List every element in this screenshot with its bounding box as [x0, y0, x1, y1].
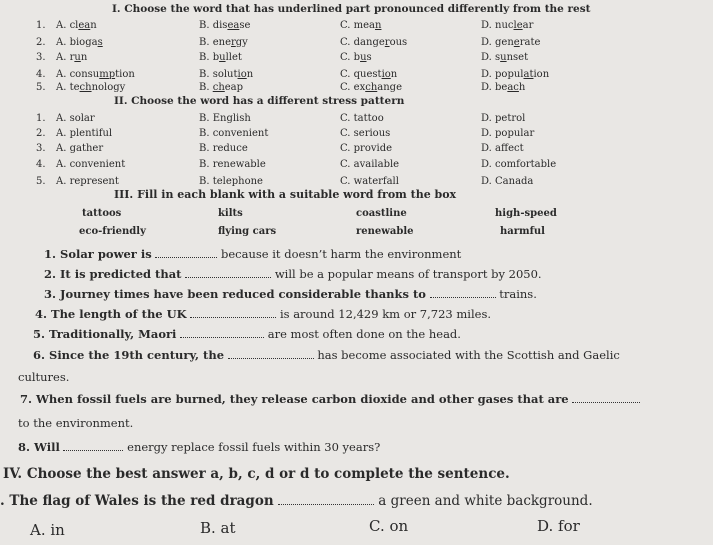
fill-q4: 4. The length of the UK is around 12,429 km or 7,723 miles. — [35, 307, 492, 321]
s1-q1-option-c[interactable]: C. mean — [340, 20, 382, 31]
fill-q3: 3. Journey times have been reduced considerable thanks to trains. — [44, 287, 537, 301]
s2-q4-number: 4. — [36, 159, 46, 170]
s2-q3-option-a[interactable]: A. gather — [56, 143, 104, 154]
box-word-3: coastline — [356, 208, 407, 219]
s2-q3-number: 3. — [36, 143, 46, 154]
section-2-title: II. Choose the word has a different stress pattern — [114, 95, 405, 107]
fill-q6: 6. Since the 19th century, the has become associated with the Scottish and Gaelic — [33, 348, 620, 362]
s1-q1-number: 1. — [36, 20, 46, 31]
s1-q2-option-b[interactable]: B. energy — [199, 37, 248, 48]
s2-q4-option-c[interactable]: C. available — [340, 159, 400, 170]
s1-q2-option-a[interactable]: A. biogas — [56, 37, 103, 48]
mcq-option-b[interactable]: B. at — [200, 519, 236, 537]
mcq-option-c[interactable]: C. on — [369, 517, 409, 535]
s2-q3-option-b[interactable]: B. reduce — [199, 143, 248, 154]
blank-1[interactable] — [155, 247, 217, 258]
box-word-7: renewable — [356, 226, 414, 237]
s2-q1-option-a[interactable]: A. solar — [56, 113, 95, 124]
blank-6[interactable] — [228, 348, 314, 359]
fill-q7: 7. When fossil fuels are burned, they release carbon dioxide and other gases that are — [20, 392, 640, 406]
box-word-4: high-speed — [495, 208, 557, 219]
s2-q2-option-b[interactable]: B. convenient — [199, 128, 269, 139]
s1-q2-number: 2. — [36, 37, 46, 48]
fill-q5: 5. Traditionally, Maori are most often done on the head. — [33, 327, 461, 341]
s1-q3-number: 3. — [36, 52, 46, 63]
box-word-8: harmful — [500, 226, 545, 237]
s1-q2-option-c[interactable]: C. dangerous — [340, 37, 408, 48]
s1-q1-option-d[interactable]: D. nuclear — [481, 20, 534, 31]
s2-q2-option-d[interactable]: D. popular — [481, 128, 535, 139]
s2-q3-option-c[interactable]: C. provide — [340, 143, 393, 154]
s1-q4-option-d[interactable]: D. population — [481, 69, 550, 80]
s2-q3-option-d[interactable]: D. affect — [481, 143, 524, 154]
s2-q4-option-b[interactable]: B. renewable — [199, 159, 266, 170]
s1-q3-option-b[interactable]: B. bullet — [199, 52, 242, 63]
s1-q5-number: 5. — [36, 82, 46, 93]
blank-2[interactable] — [185, 267, 271, 278]
mcq-option-d[interactable]: D. for — [537, 517, 580, 535]
s1-q3-option-a[interactable]: A. run — [56, 52, 88, 63]
blank-8[interactable] — [63, 440, 123, 451]
section-1-title: I. Choose the word that has underlined part pronounced differently from the rest — [112, 3, 591, 15]
s1-q5-option-d[interactable]: D. beach — [481, 82, 526, 93]
box-word-5: eco-friendly — [79, 226, 146, 237]
s2-q2-option-c[interactable]: C. serious — [340, 128, 391, 139]
s2-q1-option-d[interactable]: D. petrol — [481, 113, 526, 124]
section-3-title: III. Fill in each blank with a suitable word from the box — [114, 188, 457, 201]
blank-3[interactable] — [430, 287, 496, 298]
box-word-6: flying cars — [218, 226, 277, 237]
section-4-title: IV. Choose the best answer a, b, c, d or d to complete the sentence. — [3, 466, 510, 482]
s1-q5-option-b[interactable]: B. cheap — [199, 82, 244, 93]
s2-q5-option-d[interactable]: D. Canada — [481, 176, 534, 187]
s2-q5-option-c[interactable]: C. waterfall — [340, 176, 399, 187]
fill-q1: 1. Solar power is because it doesn’t harm the environment — [44, 247, 462, 261]
s1-q4-option-b[interactable]: B. solution — [199, 69, 254, 80]
s1-q5-option-c[interactable]: C. exchange — [340, 82, 402, 93]
s2-q1-option-c[interactable]: C. tattoo — [340, 113, 384, 124]
blank-5[interactable] — [180, 327, 264, 338]
s1-q4-number: 4. — [36, 69, 46, 80]
s1-q2-option-d[interactable]: D. generate — [481, 37, 541, 48]
box-word-2: kilts — [218, 208, 243, 219]
box-word-1: tattoos — [82, 208, 122, 219]
fill-q2: 2. It is predicted that will be a popular means of transport by 2050. — [44, 267, 542, 281]
blank-7[interactable] — [572, 392, 640, 403]
s1-q3-option-d[interactable]: D. sunset — [481, 52, 529, 63]
s2-q4-option-d[interactable]: D. comfortable — [481, 159, 557, 170]
fill-q7-cont: to the environment. — [18, 416, 134, 430]
blank-4[interactable] — [190, 307, 276, 318]
s1-q5-option-a[interactable]: A. technology — [56, 82, 126, 93]
s1-q4-option-c[interactable]: C. question — [340, 69, 398, 80]
fill-q6-cont: cultures. — [18, 370, 70, 384]
s2-q2-option-a[interactable]: A. plentiful — [56, 128, 113, 139]
s1-q3-option-c[interactable]: C. bus — [340, 52, 372, 63]
mcq-option-a[interactable]: A. in — [30, 521, 65, 539]
s2-q2-number: 2. — [36, 128, 46, 139]
mcq-blank-1[interactable] — [278, 492, 374, 505]
fill-q8: 8. Will energy replace fossil fuels within 30 years? — [18, 440, 381, 454]
s1-q1-option-b[interactable]: B. disease — [199, 20, 251, 31]
s1-q4-option-a[interactable]: A. consumption — [56, 69, 135, 80]
s2-q1-number: 1. — [36, 113, 46, 124]
s2-q5-number: 5. — [36, 176, 46, 187]
s2-q5-option-a[interactable]: A. represent — [56, 176, 119, 187]
s1-q1-option-a[interactable]: A. clean — [56, 20, 97, 31]
s2-q4-option-a[interactable]: A. convenient — [56, 159, 126, 170]
mcq-q1: . The flag of Wales is the red dragon a green and white background. — [0, 493, 593, 509]
s2-q1-option-b[interactable]: B. English — [199, 113, 251, 124]
s2-q5-option-b[interactable]: B. telephone — [199, 176, 263, 187]
